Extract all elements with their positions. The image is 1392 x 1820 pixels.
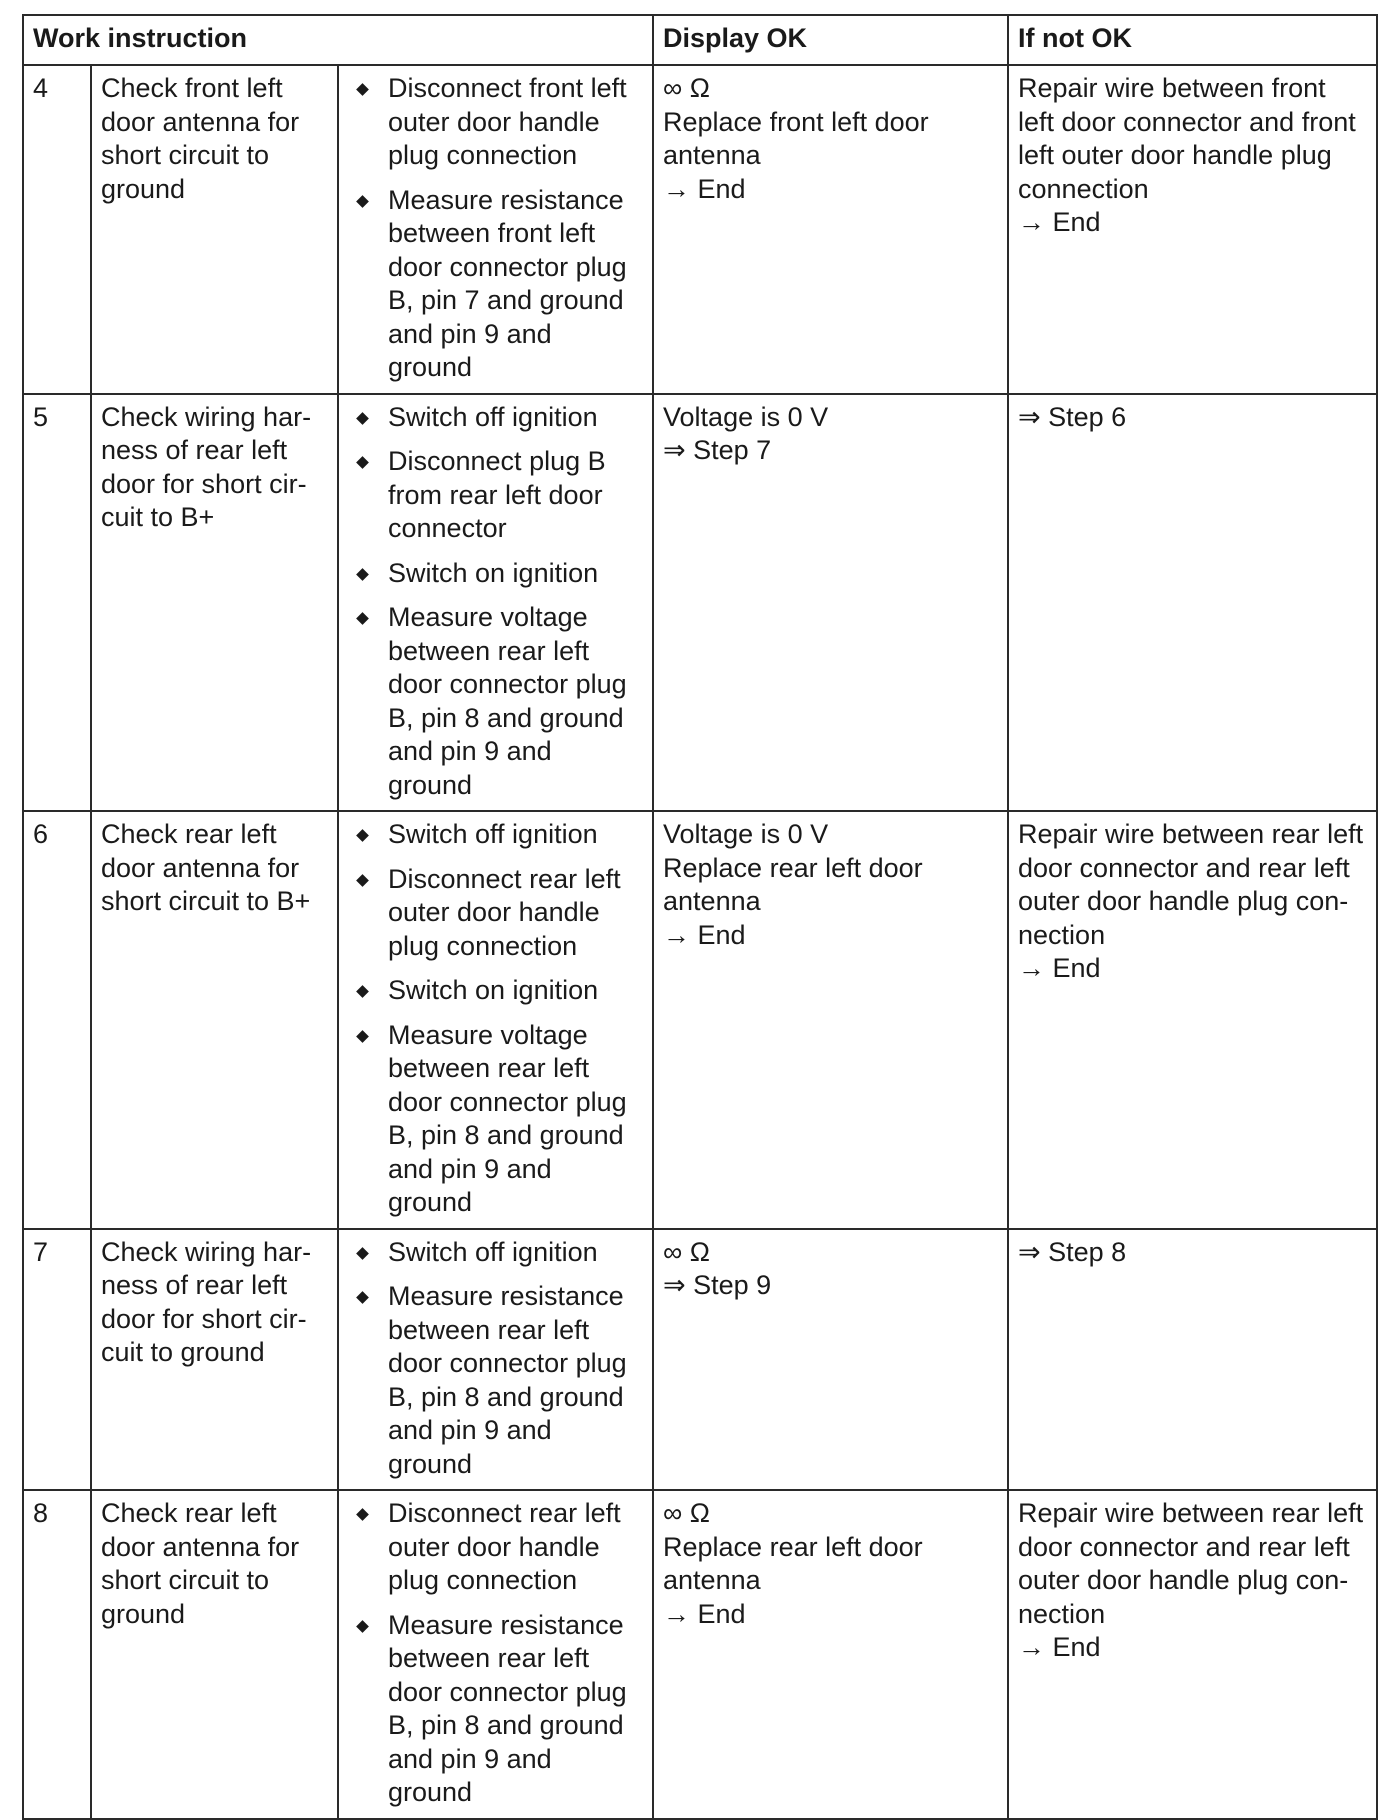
- result-line: → End: [1018, 953, 1101, 983]
- diamond-bullet-icon: [356, 412, 369, 425]
- header-display-ok: Display OK: [653, 15, 1008, 65]
- diamond-bullet-icon: [356, 568, 369, 581]
- table-row: [23, 65, 1377, 394]
- diamond-bullet-icon: [356, 874, 369, 887]
- header-work-instruction: Work instruction: [23, 15, 653, 65]
- action-text: Switch off ignition: [388, 819, 598, 849]
- display-ok-cell: [653, 811, 1008, 1229]
- list-item: [348, 557, 643, 591]
- table-row: [23, 1490, 1377, 1819]
- result-line: ∞ Ω: [663, 73, 710, 103]
- list-item: [348, 863, 643, 964]
- list-item: [348, 601, 643, 802]
- list-item: [348, 184, 643, 385]
- action-text: Measure voltage between rear left door connector plug B, pin 8 and ground and pin 9 and ground: [388, 1019, 627, 1217]
- action-steps: [338, 1229, 653, 1491]
- if-not-ok-cell: [1008, 1490, 1377, 1819]
- action-text: Measure resistance between front left door connector plug B, pin 7 and ground and pin 9 and ground: [388, 184, 627, 382]
- result-line: ⇒ Step 6: [1018, 401, 1127, 432]
- if-not-ok-cell: [1008, 394, 1377, 812]
- result-line: ⇒ Step 9: [663, 1270, 772, 1300]
- if-not-ok-cell: [1008, 811, 1377, 1229]
- diamond-bullet-icon: [356, 985, 369, 998]
- result-line: Repair wire between rear left door connector and rear left outer door handle plug con-nection: [1018, 1498, 1364, 1629]
- action-steps: [338, 65, 653, 394]
- result-line: Replace front left door antenna: [663, 106, 929, 170]
- display-ok-cell: [653, 65, 1008, 394]
- list-item: [348, 445, 643, 546]
- list-item: [348, 974, 643, 1008]
- diamond-bullet-icon: [356, 829, 369, 842]
- table-row: [23, 394, 1377, 812]
- step-number: 4: [23, 65, 91, 394]
- action-text: Disconnect front left outer door handle plug connection: [388, 73, 627, 170]
- result-line: ∞ Ω: [663, 1236, 710, 1267]
- display-ok-cell: [653, 1229, 1008, 1491]
- work-instruction-table: [22, 14, 1378, 1820]
- display-ok-cell: [653, 394, 1008, 812]
- if-not-ok-cell: [1008, 65, 1377, 394]
- result-line: ∞ Ω: [663, 1498, 710, 1528]
- list-item: [348, 1497, 643, 1598]
- diamond-bullet-icon: [356, 1508, 369, 1521]
- result-line: ⇒ Step 7: [663, 435, 772, 465]
- check-description: Check wiring har-ness of rear left door for short cir-cuit to B+: [91, 394, 338, 812]
- step-number: 6: [23, 811, 91, 1229]
- result-line: ⇒ Step 8: [1018, 1236, 1127, 1267]
- action-text: Measure resistance between rear left door connector plug B, pin 8 and ground and pin 9 and ground: [388, 1281, 627, 1479]
- action-steps: [338, 811, 653, 1229]
- diamond-bullet-icon: [356, 612, 369, 625]
- result-line: Repair wire between front left door connector and front left outer door handle plug connection: [1018, 73, 1356, 204]
- list-item: [348, 818, 643, 852]
- list-item: [348, 1019, 643, 1220]
- result-line: → End: [663, 1598, 746, 1629]
- result-line: Voltage is 0 V: [663, 819, 829, 849]
- list-item: [348, 72, 643, 173]
- table-row: [23, 811, 1377, 1229]
- action-steps: [338, 1490, 653, 1819]
- diamond-bullet-icon: [356, 195, 369, 208]
- result-line: Voltage is 0 V: [663, 401, 829, 432]
- diamond-bullet-icon: [356, 1030, 369, 1043]
- result-line: Replace rear left door antenna: [663, 1531, 923, 1595]
- display-ok-cell: [653, 1490, 1008, 1819]
- check-description: Check rear left door antenna for short circuit to B+: [91, 811, 338, 1229]
- step-number: 7: [23, 1229, 91, 1491]
- list-item: [348, 1609, 643, 1810]
- action-text: Measure voltage between rear left door connector plug B, pin 8 and ground and pin 9 and ground: [388, 602, 627, 800]
- list-item: [348, 401, 643, 435]
- action-text: Switch on ignition: [388, 975, 599, 1005]
- action-text: Measure resistance between rear left door connector plug B, pin 8 and ground and pin 9 and ground: [388, 1609, 627, 1807]
- action-text: Disconnect rear left outer door handle plug connection: [388, 863, 621, 961]
- diamond-bullet-icon: [356, 1620, 369, 1633]
- result-line: Repair wire between rear left door connector and rear left outer door handle plug con-nection: [1018, 819, 1364, 950]
- action-text: Switch off ignition: [388, 401, 598, 432]
- result-line: → End: [663, 173, 746, 204]
- result-line: Replace rear left door antenna: [663, 852, 923, 916]
- header-row: [23, 15, 1377, 65]
- result-line: → End: [1018, 1632, 1101, 1662]
- action-text: Switch off ignition: [388, 1236, 598, 1267]
- list-item: [348, 1236, 643, 1270]
- action-text: Disconnect plug B from rear left door connector: [388, 446, 606, 543]
- check-description: Check front left door antenna for short circuit to ground: [91, 65, 338, 394]
- action-steps: [338, 394, 653, 812]
- diamond-bullet-icon: [356, 1247, 369, 1260]
- check-description: Check wiring har-ness of rear left door for short cir-cuit to ground: [91, 1229, 338, 1491]
- if-not-ok-cell: [1008, 1229, 1377, 1491]
- step-number: 8: [23, 1490, 91, 1819]
- result-line: → End: [1018, 207, 1101, 237]
- table-row: [23, 1229, 1377, 1491]
- action-text: Switch on ignition: [388, 557, 599, 588]
- diamond-bullet-icon: [356, 83, 369, 96]
- action-text: Disconnect rear left outer door handle plug connection: [388, 1498, 621, 1595]
- header-if-not-ok: If not OK: [1008, 15, 1377, 65]
- diamond-bullet-icon: [356, 456, 369, 469]
- step-number: 5: [23, 394, 91, 812]
- check-description: Check rear left door antenna for short circuit to ground: [91, 1490, 338, 1819]
- list-item: [348, 1280, 643, 1481]
- result-line: → End: [663, 919, 746, 950]
- diamond-bullet-icon: [356, 1291, 369, 1304]
